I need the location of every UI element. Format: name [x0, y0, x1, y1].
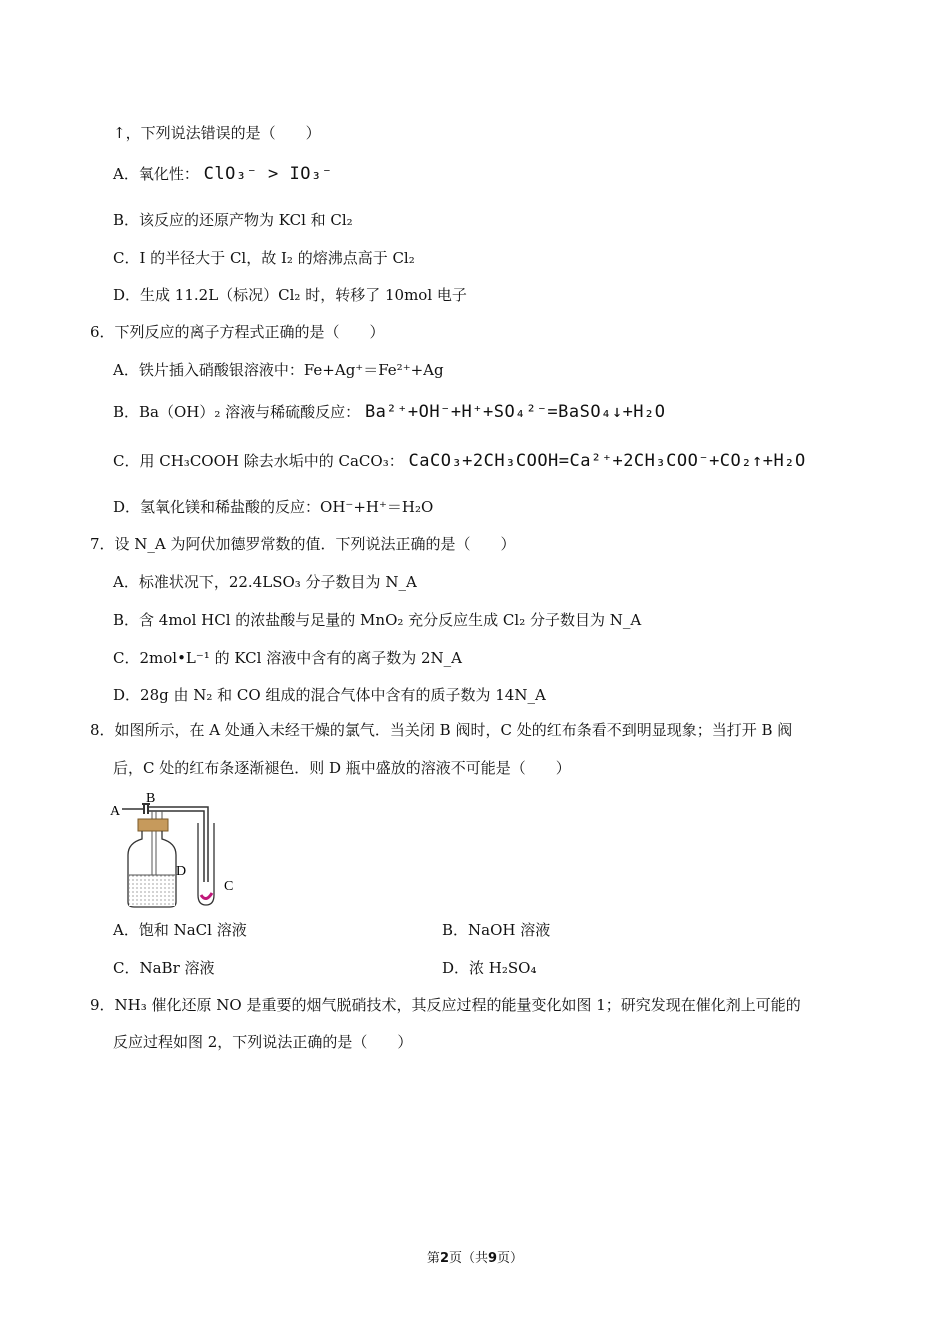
- q7-option-c: C．2mol•L⁻¹ 的 KCl 溶液中含有的离子数为 2N_A: [113, 649, 462, 667]
- test-tube-c: [198, 823, 214, 905]
- fig-label-c: C: [224, 879, 234, 894]
- stopper: [138, 819, 168, 831]
- fig-label-b: B: [146, 791, 156, 806]
- q5-option-a-label: A．氧化性：: [113, 165, 199, 183]
- q5-option-c: C．I 的半径大于 Cl，故 I₂ 的熔沸点高于 Cl₂: [113, 249, 415, 267]
- fig-label-a: A: [110, 804, 121, 819]
- footer-middle: 页（共: [448, 1251, 488, 1266]
- q6-option-c-label: C．用 CH₃COOH 除去水垢中的 CaCO₃：: [113, 452, 404, 470]
- q5-option-d: D．生成 11.2L（标况）Cl₂ 时，转移了 10mol 电子: [113, 286, 467, 304]
- q6-option-c: [113, 451, 806, 471]
- q6-option-b-formula: Ba²⁺+OH⁻+H⁺+SO₄²⁻=BaSO₄↓+H₂O: [364, 402, 666, 422]
- red-cloth-strip: [201, 893, 212, 899]
- q6-stem: 6．下列反应的离子方程式正确的是（ ）: [90, 323, 385, 341]
- page-footer: [0, 1247, 950, 1266]
- q6-option-b: [113, 402, 666, 422]
- q6-option-d: D．氢氧化镁和稀盐酸的反应：OH⁻+H⁺＝H₂O: [113, 498, 434, 516]
- q5-option-a: [113, 164, 332, 184]
- q7-option-d: D．28g 由 N₂ 和 CO 组成的混合气体中含有的质子数为 14N_A: [113, 686, 546, 704]
- page-number: 2: [439, 1251, 449, 1266]
- q8-stem-line1: 8．如图所示，在 A 处通入未经干燥的氯气．当关闭 B 阀时，C 处的红布条看不到明显现象；当打开 B 阀: [90, 721, 793, 739]
- q5-option-b: B．该反应的还原产物为 KCl 和 Cl₂: [113, 211, 353, 229]
- q5-stem-tail: ↑，下列说法错误的是（ ）: [113, 124, 321, 142]
- q8-option-d: D．浓 H₂SO₄: [442, 959, 537, 977]
- q6-option-c-formula: CaCO₃+2CH₃COOH=Ca²⁺+2CH₃COO⁻+CO₂↑+H₂O: [408, 451, 806, 471]
- footer-suffix: 页）: [497, 1251, 524, 1266]
- footer-prefix: 第: [426, 1251, 440, 1266]
- gas-bottle-apparatus-figure: [108, 787, 248, 912]
- total-pages: 9: [488, 1251, 498, 1266]
- q7-stem: 7．设 N_A 为阿伏加德罗常数的值．下列说法正确的是（ ）: [90, 535, 516, 553]
- q7-option-a: A．标准状况下，22.4LSO₃ 分子数目为 N_A: [113, 573, 417, 591]
- fig-label-d: D: [176, 864, 187, 879]
- q6-option-b-label: B．Ba（OH）₂ 溶液与稀硫酸反应：: [113, 403, 361, 421]
- q8-option-c: C．NaBr 溶液: [113, 959, 215, 977]
- q7-option-b: B．含 4mol HCl 的浓盐酸与足量的 MnO₂ 充分反应生成 Cl₂ 分子数目为 N_A: [113, 611, 642, 629]
- q9-stem-line2: 反应过程如图 2，下列说法正确的是（ ）: [113, 1033, 413, 1051]
- q6-option-a: A．铁片插入硝酸银溶液中：Fe+Ag⁺＝Fe²⁺+Ag: [113, 361, 444, 379]
- q8-stem-line2: 后，C 处的红布条逐渐褪色．则 D 瓶中盛放的溶液不可能是（ ）: [113, 759, 571, 777]
- q9-stem-line1: 9．NH₃ 催化还原 NO 是重要的烟气脱硝技术，其反应过程的能量变化如图 1；研究发现在催化剂上可能的: [90, 996, 801, 1014]
- q8-option-a: A．饱和 NaCl 溶液: [113, 921, 247, 939]
- bottle-liquid: [129, 875, 175, 906]
- q5-option-a-formula: ClO₃⁻ > IO₃⁻: [203, 164, 333, 184]
- q8-option-b: B．NaOH 溶液: [442, 921, 551, 939]
